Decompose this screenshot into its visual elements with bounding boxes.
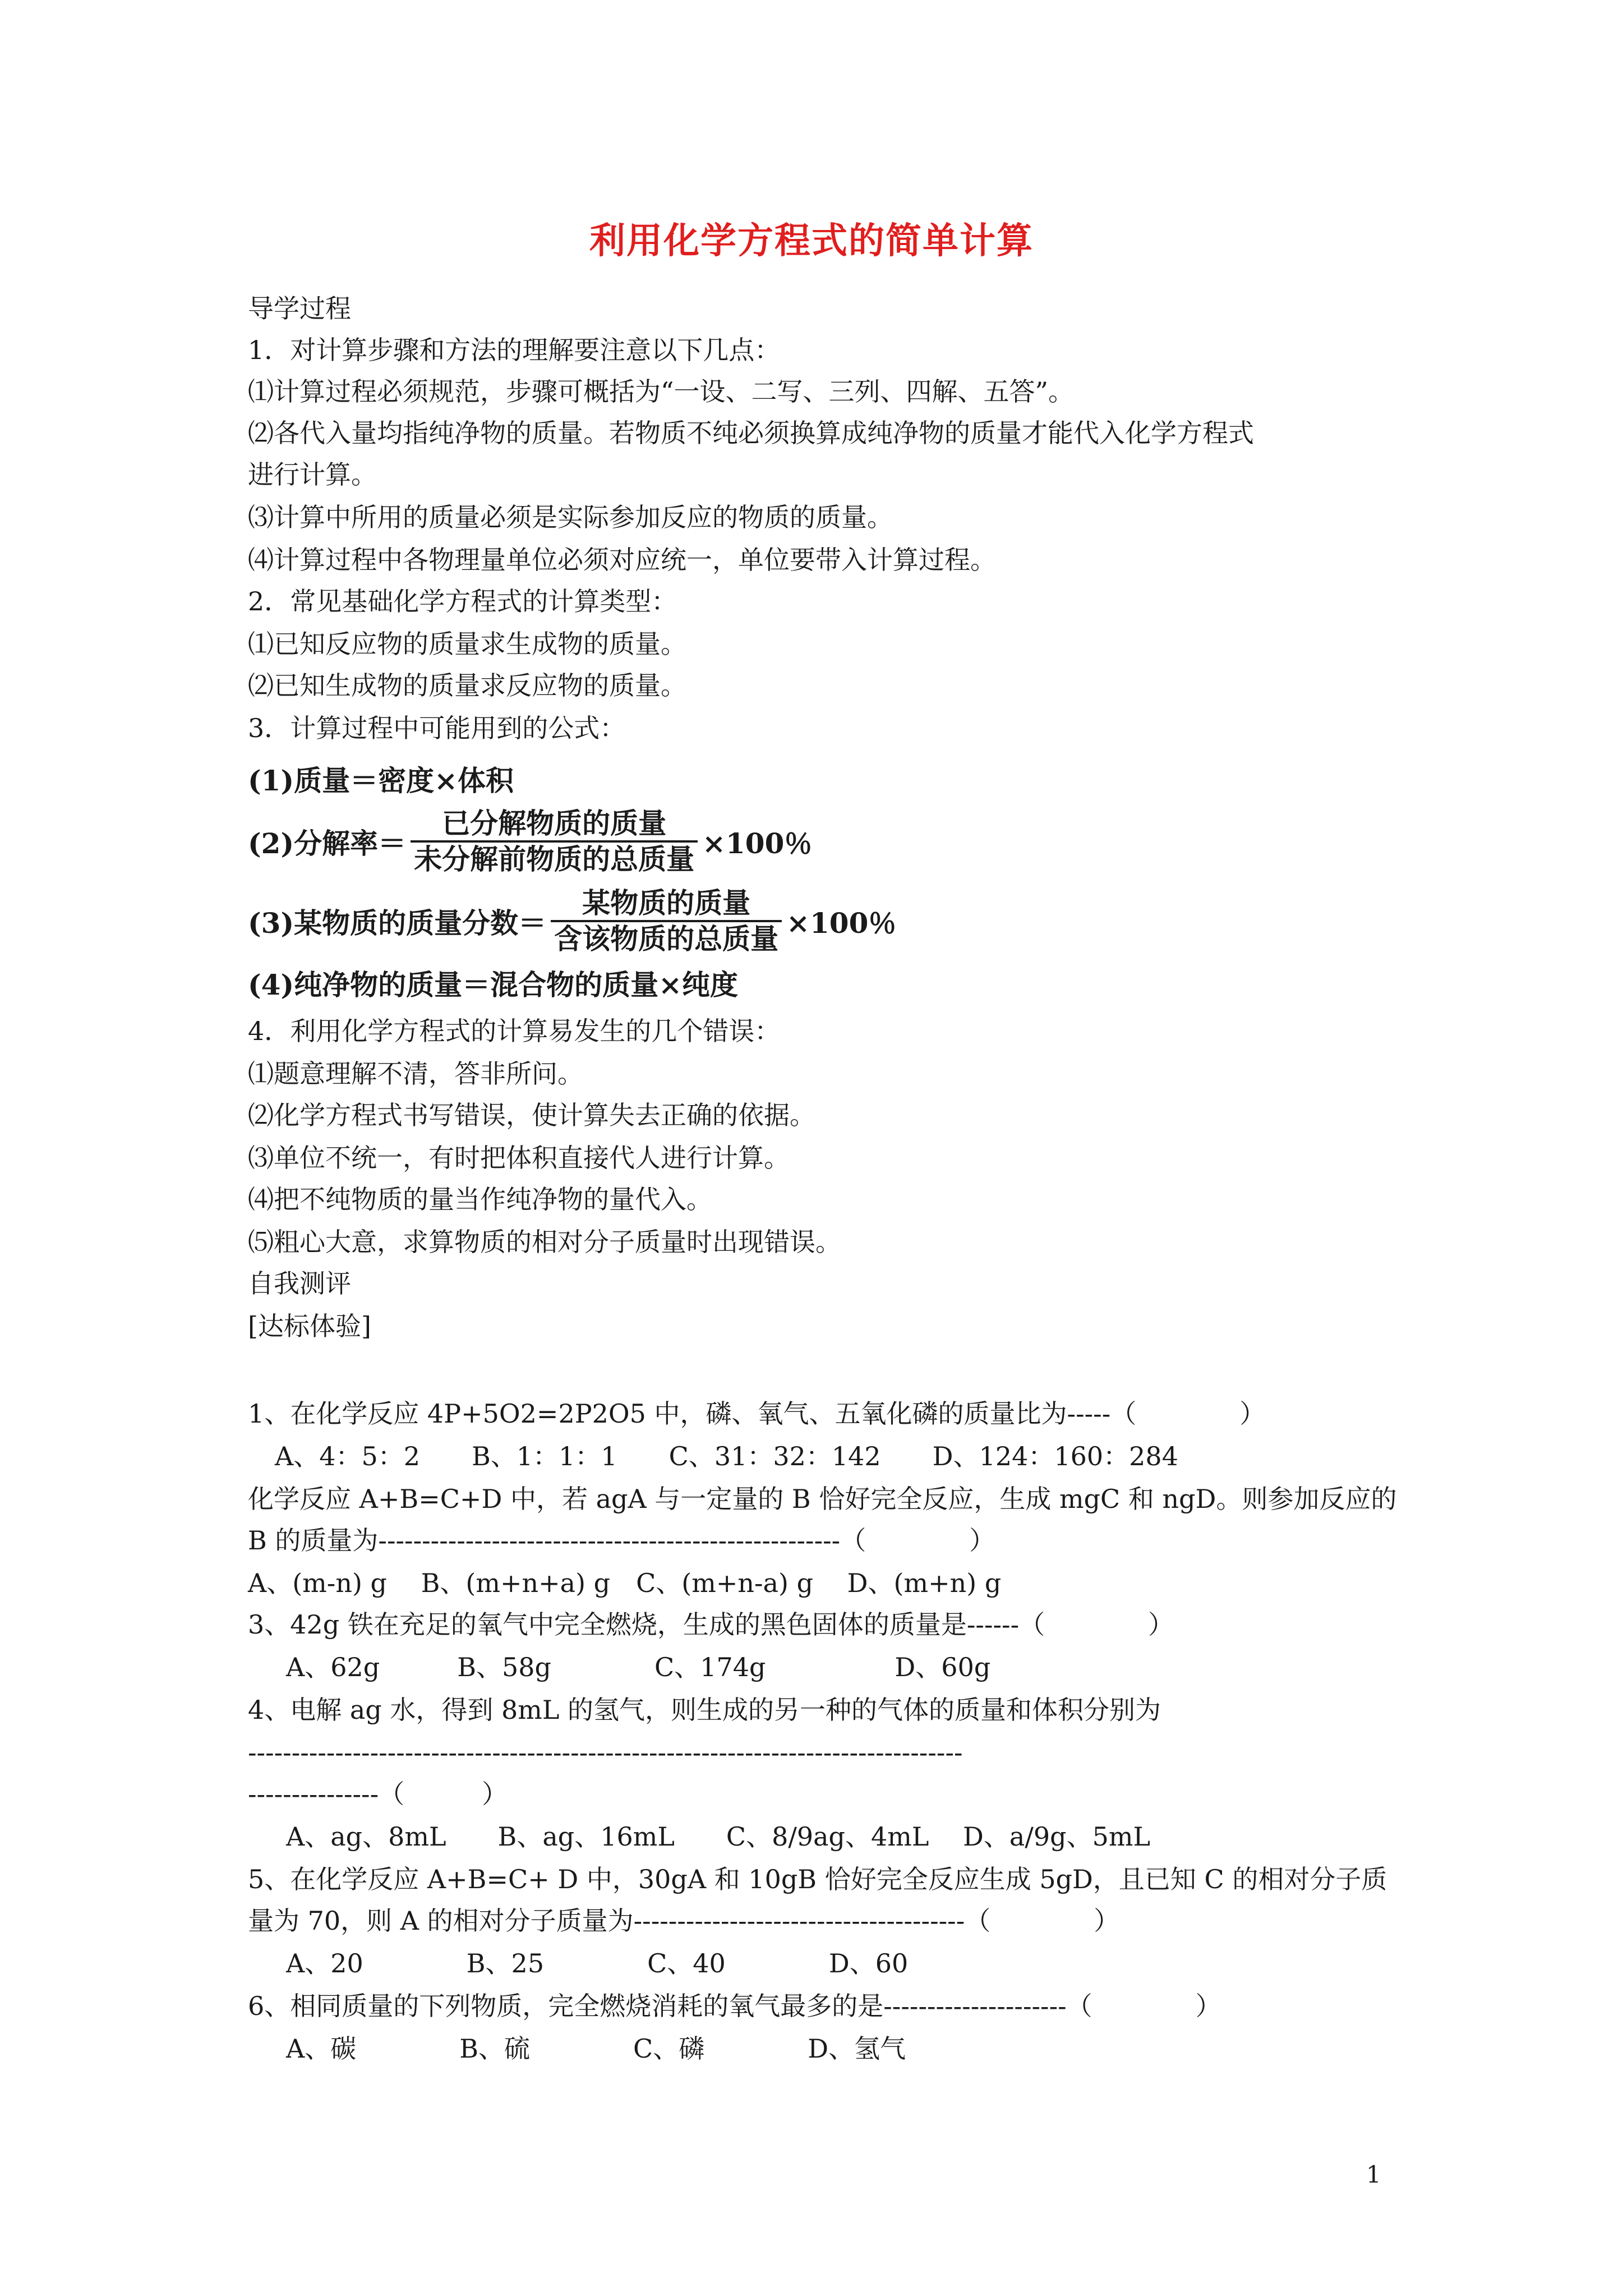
page-title: 利用化学方程式的简单计算 xyxy=(589,220,1034,262)
formula-2-suffix: ×100％ xyxy=(702,827,813,860)
guide-point-4: ⑷计算过程中各物理量单位必须对应统一，单位要带入计算过程。 xyxy=(248,545,996,575)
question-5-options: A、20 B、25 C、40 D、60 xyxy=(286,1948,909,1978)
question-1-options: A、4：5：2 B、1：1：1 C、31：32：142 D、124：160：284 xyxy=(275,1441,1178,1471)
section-heading-guide: 导学过程 xyxy=(248,293,351,324)
question-3: 3、42g 铁在充足的氧气中完全燃烧，生成的黑色固体的质量是------（ ） xyxy=(248,1609,1174,1640)
guide-point-2b: 进行计算。 xyxy=(248,459,377,490)
formula-2-prefix: (2)分解率＝ xyxy=(248,827,407,860)
formula-decomposition-rate xyxy=(248,808,812,875)
fraction-denominator: 未分解前物质的总质量 xyxy=(414,843,695,876)
fraction xyxy=(551,887,782,955)
section-heading-standard: [达标体验] xyxy=(248,1311,371,1341)
question-2-line-1: 化学反应 A+B=C+D 中，若 agA 与一定量的 B 恰好完全反应，生成 mgC 和 ngD。则参加反应的 xyxy=(248,1484,1397,1514)
question-4-options: A、ag、8mL B、ag、16mL C、8/9ag、4mL D、a/9g、5mL xyxy=(286,1821,1150,1852)
guide-point-2a: ⑵各代入量均指纯净物的质量。若物质不纯必须换算成纯净物的质量才能代入化学方程式 xyxy=(248,418,1254,448)
question-2-line-2: B 的质量为-----------------------------------------------------（ ） xyxy=(248,1525,995,1556)
calc-type-2: ⑵已知生成物的质量求反应物的质量。 xyxy=(248,670,686,701)
formula-mass: (1)质量＝密度×体积 xyxy=(248,764,514,797)
question-3-options: A、62g B、58g C、174g D、60g xyxy=(286,1652,991,1682)
page-number: 1 xyxy=(1366,2161,1381,2188)
formula-3-suffix: ×100％ xyxy=(786,907,897,940)
guide-point-3: ⑶计算中所用的质量必须是实际参加反应的物质的质量。 xyxy=(248,502,893,532)
error-5: ⑸粗心大意，求算物质的相对分子质量时出现错误。 xyxy=(248,1227,841,1257)
question-4-line-3: ---------------（ ） xyxy=(248,1779,508,1809)
error-4: ⑷把不纯物质的量当作纯净物的量代入。 xyxy=(248,1184,712,1214)
formula-mass-fraction xyxy=(248,887,896,955)
fraction-numerator: 已分解物质的质量 xyxy=(411,808,698,843)
question-4-line-2: ---------------------------------------------------------------------------------- xyxy=(248,1737,963,1768)
question-1: 1、在化学反应 4P+5O2=2P2O5 中，磷、氧气、五氧化磷的质量比为-----（ ） xyxy=(248,1398,1266,1429)
fraction-denominator: 含该物质的总质量 xyxy=(554,922,779,955)
calc-type-1: ⑴已知反应物的质量求生成物的质量。 xyxy=(248,629,686,659)
fraction xyxy=(411,808,698,875)
question-6-options: A、碳 B、硫 C、磷 D、氢气 xyxy=(286,2033,906,2064)
formula-pure-mass: (4)纯净物的质量＝混合物的质量×纯度 xyxy=(248,968,738,1001)
question-4-line-1: 4、电解 ag 水，得到 8mL 的氢气，则生成的另一种的气体的质量和体积分别为 xyxy=(248,1695,1161,1725)
error-2: ⑵化学方程式书写错误，使计算失去正确的依据。 xyxy=(248,1100,815,1130)
formula-3-prefix: (3)某物质的质量分数＝ xyxy=(248,907,547,940)
section-heading-self-test: 自我测评 xyxy=(248,1268,351,1299)
guide-point-1: ⑴计算过程必须规范，步骤可概括为“一设、二写、三列、四解、五答”。 xyxy=(248,376,1075,407)
errors-heading: 4．利用化学方程式的计算易发生的几个错误： xyxy=(248,1016,781,1046)
question-2-options: A、(m-n) g B、(m+n+a) g C、(m+n-a) g D、(m+n) g xyxy=(248,1568,1002,1598)
error-3: ⑶单位不统一，有时把体积直接代人进行计算。 xyxy=(248,1143,790,1173)
question-6: 6、相同质量的下列物质，完全燃烧消耗的氧气最多的是---------------------（ ） xyxy=(248,1991,1221,2021)
guide-heading-1: 1．对计算步骤和方法的理解要注意以下几点： xyxy=(248,335,781,365)
guide-heading-3: 3．计算过程中可能用到的公式： xyxy=(248,713,626,743)
question-5-line-1: 5、在化学反应 A+B=C+ D 中，30gA 和 10gB 恰好完全反应生成 5gD，且已知 C 的相对分子质 xyxy=(248,1864,1387,1894)
error-1: ⑴题意理解不清，答非所问。 xyxy=(248,1059,583,1089)
question-5-line-2: 量为 70，则 A 的相对分子质量为--------------------------------------（ ） xyxy=(248,1906,1120,1936)
fraction-numerator: 某物质的质量 xyxy=(551,887,782,922)
guide-heading-2: 2．常见基础化学方程式的计算类型： xyxy=(248,586,677,616)
